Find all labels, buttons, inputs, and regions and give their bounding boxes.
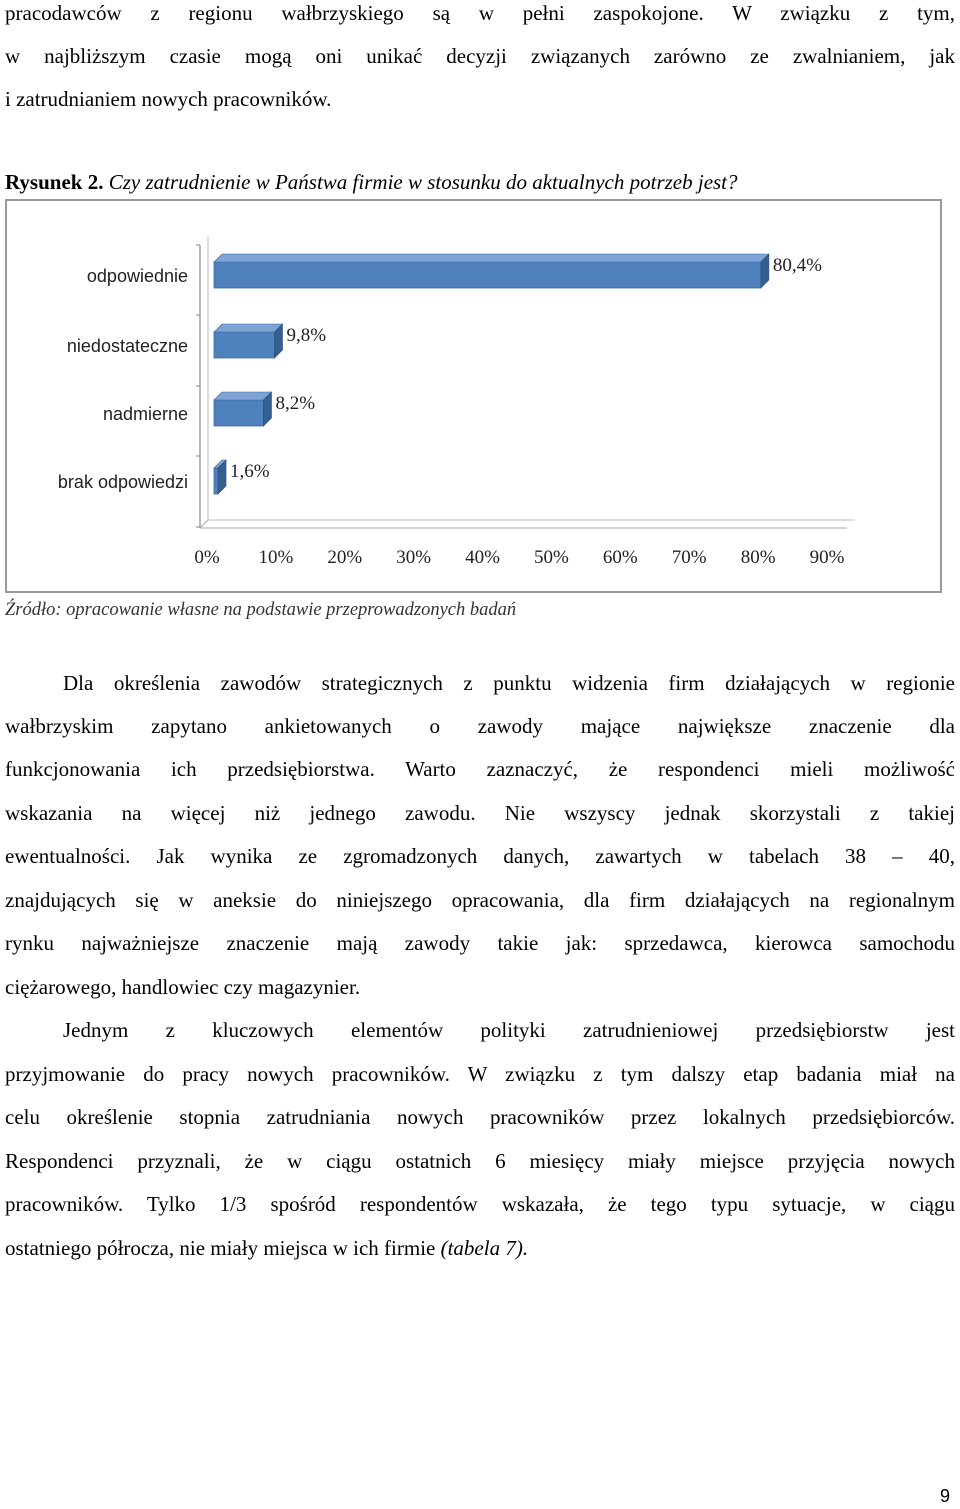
text-line: znajdujących się w aneksie do niniejszego opracowania, dla firm działających na regionalnym (5, 888, 955, 912)
floor-corner (200, 520, 208, 528)
figure-source: Źródło: opracowanie własne na podstawie przeprowadzonych badań (5, 600, 517, 620)
bar (214, 332, 275, 358)
text-line: celu określenie stopnia zatrudniania nowych pracowników przez lokalnych przedsiębiorców. (5, 1105, 955, 1129)
text-line: w najbliższym czasie mogą oni unikać decyzji związanych zarówno ze zwalnianiem, jak (5, 44, 955, 68)
text-span: ostatniego półrocza, nie miały miejsca w ich firmie (5, 1236, 436, 1260)
text-line: wskazania na więcej niż jednego zawodu. Nie wszyscy jednak skorzystali z takiej (5, 801, 955, 825)
bar (214, 400, 263, 426)
text-line: Jednym z kluczowych elementów polityki zatrudnieniowej przedsiębiorstw jest (63, 1018, 955, 1042)
text-line: rynku najważniejsze znaczenie mają zawody takie jak: sprzedawca, kierowca samochodu (5, 931, 955, 955)
text-line: ciężarowego, handlowiec czy magazynier. (5, 975, 361, 999)
table-reference: (tabela 7). (440, 1236, 529, 1260)
text-line: pracowników. Tylko 1/3 spośród respondentów wskazała, że tego typu sytuacje, w ciągu (5, 1192, 955, 1216)
x-tick-label: 30% (396, 547, 432, 568)
data-label: 9,8% (286, 325, 327, 346)
x-tick-label: 70% (671, 547, 707, 568)
bar (214, 468, 218, 494)
text-line (5, 1235, 955, 1261)
data-label: 80,4% (772, 255, 822, 276)
text-line: przyjmowanie do pracy nowych pracowników. W związku z tym dalszy etap badania miał na (5, 1062, 955, 1086)
bar-top-face (214, 392, 271, 400)
data-label: 1,6% (230, 461, 270, 482)
x-tick-label: 10% (258, 547, 294, 568)
text-line: pracodawców z regionu wałbrzyskiego są w pełni zaspokojone. W związku z tym, (5, 1, 955, 25)
text-line: Dla określenia zawodów strategicznych z punktu widzenia firm działających w regionie (63, 671, 955, 695)
bar (214, 262, 761, 288)
figure-caption-text: Czy zatrudnienie w Państwa firmie w stosunku do aktualnych potrzeb jest? (108, 170, 738, 194)
text-line: i zatrudnianiem nowych pracowników. (5, 87, 332, 111)
x-tick-label: 60% (602, 547, 638, 568)
text-line: wałbrzyskim zapytano ankietowanych o zawody mające największe znaczenie dla (5, 714, 955, 738)
figure-label: Rysunek 2. (5, 170, 104, 194)
bar-top-face (214, 324, 283, 332)
x-tick-label: 20% (327, 547, 363, 568)
page-number: 9 (940, 1486, 951, 1506)
bar-top-face (214, 254, 769, 262)
text-line: funkcjonowania ich przedsiębiorstwa. Warto zaznaczyć, że respondenci mieli możliwość (5, 757, 955, 781)
category-label: nadmierne (102, 404, 188, 424)
text-line: Respondenci przyznali, że w ciągu ostatnich 6 miesięcy miały miejsce przyjęcia nowych (5, 1149, 955, 1173)
x-tick-label: 40% (465, 547, 500, 568)
x-tick-label: 80% (740, 547, 776, 568)
category-label: odpowiednie (86, 266, 188, 286)
x-tick-label: 0% (194, 547, 220, 568)
bar-chart (0, 0, 960, 600)
x-tick-label: 50% (534, 547, 569, 568)
text-line: ewentualności. Jak wynika ze zgromadzonych danych, zawartych w tabelach 38 – 40, (5, 844, 955, 868)
category-label: brak odpowiedzi (57, 472, 188, 492)
x-tick-label: 90% (809, 547, 845, 568)
category-label: niedostateczne (66, 336, 188, 356)
data-label: 8,2% (275, 393, 316, 414)
